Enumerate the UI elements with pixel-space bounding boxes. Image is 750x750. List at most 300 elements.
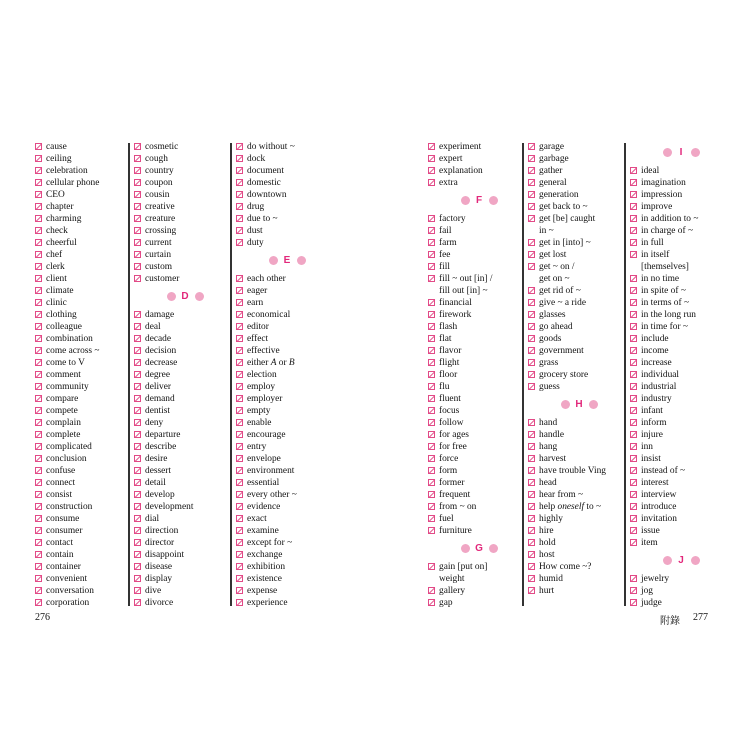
word-entry bbox=[528, 201, 623, 213]
word-column bbox=[236, 141, 331, 609]
checkbox-icon[interactable] bbox=[134, 347, 141, 354]
checkbox-icon[interactable] bbox=[35, 515, 42, 522]
checkbox-icon[interactable] bbox=[528, 359, 535, 366]
checkbox-icon[interactable] bbox=[236, 167, 243, 174]
checkbox-icon[interactable] bbox=[134, 263, 141, 270]
checkbox-icon[interactable] bbox=[428, 275, 435, 282]
checkbox-icon[interactable] bbox=[428, 143, 435, 150]
checkbox-icon[interactable] bbox=[428, 479, 435, 486]
word-entry bbox=[236, 417, 331, 429]
word-text: gain [put on] bbox=[439, 562, 488, 572]
checkbox-icon[interactable] bbox=[630, 479, 637, 486]
word-text: duty bbox=[247, 238, 264, 248]
word-entry bbox=[528, 237, 623, 249]
word-column bbox=[134, 141, 229, 609]
word-entry bbox=[528, 513, 623, 525]
checkbox-icon[interactable] bbox=[236, 491, 243, 498]
checkbox-icon[interactable] bbox=[236, 311, 243, 318]
word-text: in ~ bbox=[539, 226, 554, 236]
checkbox-icon[interactable] bbox=[630, 203, 637, 210]
checkbox-icon[interactable] bbox=[35, 407, 42, 414]
checkbox-icon[interactable] bbox=[35, 335, 42, 342]
word-entry bbox=[528, 453, 623, 465]
checkbox-icon[interactable] bbox=[630, 251, 637, 258]
word-text: gather bbox=[539, 166, 563, 176]
word-text: hang bbox=[539, 442, 558, 452]
word-entry bbox=[35, 321, 130, 333]
word-text: issue bbox=[641, 526, 660, 536]
checkbox-icon[interactable] bbox=[428, 239, 435, 246]
checkbox-icon[interactable] bbox=[236, 419, 243, 426]
checkbox-icon[interactable] bbox=[236, 371, 243, 378]
word-entry bbox=[35, 273, 130, 285]
checkbox-icon[interactable] bbox=[428, 455, 435, 462]
word-text: curtain bbox=[145, 250, 172, 260]
checkbox-icon[interactable] bbox=[428, 431, 435, 438]
checkbox-icon[interactable] bbox=[35, 563, 42, 570]
checkbox-icon[interactable] bbox=[35, 371, 42, 378]
checkbox-icon[interactable] bbox=[630, 323, 637, 330]
checkbox-icon[interactable] bbox=[528, 251, 535, 258]
word-entry bbox=[428, 141, 523, 153]
checkbox-icon[interactable] bbox=[236, 443, 243, 450]
checkbox-icon[interactable] bbox=[528, 287, 535, 294]
checkbox-icon[interactable] bbox=[236, 395, 243, 402]
checkbox-icon[interactable] bbox=[528, 575, 535, 582]
checkbox-icon[interactable] bbox=[134, 527, 141, 534]
checkbox-icon[interactable] bbox=[236, 155, 243, 162]
checkbox-icon[interactable] bbox=[528, 551, 535, 558]
checkbox-icon[interactable] bbox=[236, 191, 243, 198]
checkbox-icon[interactable] bbox=[35, 275, 42, 282]
checkbox-icon[interactable] bbox=[134, 431, 141, 438]
checkbox-icon[interactable] bbox=[134, 215, 141, 222]
checkbox-icon[interactable] bbox=[134, 407, 141, 414]
checkbox-icon[interactable] bbox=[528, 191, 535, 198]
checkbox-icon[interactable] bbox=[528, 491, 535, 498]
checkbox-icon[interactable] bbox=[630, 215, 637, 222]
word-entry bbox=[528, 573, 623, 585]
checkbox-icon[interactable] bbox=[630, 179, 637, 186]
checkbox-icon[interactable] bbox=[528, 299, 535, 306]
checkbox-icon[interactable] bbox=[630, 299, 637, 306]
checkbox-icon[interactable] bbox=[134, 383, 141, 390]
checkbox-icon[interactable] bbox=[630, 515, 637, 522]
checkbox-icon[interactable] bbox=[35, 503, 42, 510]
checkbox-icon[interactable] bbox=[630, 491, 637, 498]
word-entry-continuation bbox=[528, 273, 623, 285]
checkbox-icon[interactable] bbox=[134, 155, 141, 162]
checkbox-icon[interactable] bbox=[428, 443, 435, 450]
word-text: instead of ~ bbox=[641, 466, 686, 476]
checkbox-icon[interactable] bbox=[35, 491, 42, 498]
checkbox-icon[interactable] bbox=[428, 215, 435, 222]
checkbox-icon[interactable] bbox=[236, 347, 243, 354]
word-text: existence bbox=[247, 574, 282, 584]
checkbox-icon[interactable] bbox=[528, 419, 535, 426]
checkbox-icon[interactable] bbox=[35, 263, 42, 270]
word-column bbox=[528, 141, 623, 597]
checkbox-icon[interactable] bbox=[236, 527, 243, 534]
checkbox-icon[interactable] bbox=[528, 443, 535, 450]
checkbox-icon[interactable] bbox=[630, 539, 637, 546]
checkbox-icon[interactable] bbox=[428, 503, 435, 510]
word-entry bbox=[236, 405, 331, 417]
letter-section-header bbox=[428, 537, 523, 561]
checkbox-icon[interactable] bbox=[528, 371, 535, 378]
word-entry bbox=[428, 525, 523, 537]
checkbox-icon[interactable] bbox=[630, 503, 637, 510]
word-entry bbox=[630, 225, 725, 237]
checkbox-icon[interactable] bbox=[35, 587, 42, 594]
checkbox-icon[interactable] bbox=[428, 359, 435, 366]
word-text: infant bbox=[641, 406, 663, 416]
word-text: in the long run bbox=[641, 310, 696, 320]
checkbox-icon[interactable] bbox=[236, 539, 243, 546]
checkbox-icon[interactable] bbox=[134, 479, 141, 486]
checkbox-icon[interactable] bbox=[428, 155, 435, 162]
checkbox-icon[interactable] bbox=[35, 419, 42, 426]
checkbox-icon[interactable] bbox=[35, 143, 42, 150]
checkbox-icon[interactable] bbox=[134, 503, 141, 510]
checkbox-icon[interactable] bbox=[428, 347, 435, 354]
checkbox-icon[interactable] bbox=[428, 263, 435, 270]
checkbox-icon[interactable] bbox=[35, 551, 42, 558]
checkbox-icon[interactable] bbox=[528, 467, 535, 474]
checkbox-icon[interactable] bbox=[630, 383, 637, 390]
checkbox-icon[interactable] bbox=[236, 563, 243, 570]
checkbox-icon[interactable] bbox=[528, 335, 535, 342]
checkbox-icon[interactable] bbox=[35, 299, 42, 306]
checkbox-icon[interactable] bbox=[528, 155, 535, 162]
checkbox-icon[interactable] bbox=[528, 503, 535, 510]
checkbox-icon[interactable] bbox=[630, 275, 637, 282]
checkbox-icon[interactable] bbox=[428, 323, 435, 330]
word-entry bbox=[428, 441, 523, 453]
checkbox-icon[interactable] bbox=[35, 527, 42, 534]
word-entry bbox=[528, 309, 623, 321]
checkbox-icon[interactable] bbox=[134, 419, 141, 426]
checkbox-icon[interactable] bbox=[428, 587, 435, 594]
word-text: container bbox=[46, 562, 81, 572]
checkbox-icon[interactable] bbox=[630, 311, 637, 318]
word-entry bbox=[630, 465, 725, 477]
checkbox-icon[interactable] bbox=[236, 227, 243, 234]
checkbox-icon[interactable] bbox=[428, 167, 435, 174]
checkbox-icon[interactable] bbox=[236, 299, 243, 306]
word-entry bbox=[428, 237, 523, 249]
checkbox-icon[interactable] bbox=[236, 551, 243, 558]
checkbox-icon[interactable] bbox=[528, 323, 535, 330]
checkbox-icon[interactable] bbox=[236, 179, 243, 186]
checkbox-icon[interactable] bbox=[35, 383, 42, 390]
checkbox-icon[interactable] bbox=[134, 587, 141, 594]
checkbox-icon[interactable] bbox=[630, 575, 637, 582]
word-text: expense bbox=[247, 586, 278, 596]
word-text: head bbox=[539, 478, 557, 488]
checkbox-icon[interactable] bbox=[236, 335, 243, 342]
checkbox-icon[interactable] bbox=[35, 323, 42, 330]
checkbox-icon[interactable] bbox=[528, 263, 535, 270]
checkbox-icon[interactable] bbox=[428, 371, 435, 378]
checkbox-icon[interactable] bbox=[35, 347, 42, 354]
checkbox-icon[interactable] bbox=[236, 215, 243, 222]
checkbox-icon[interactable] bbox=[236, 239, 243, 246]
word-column bbox=[630, 141, 725, 609]
word-text: clothing bbox=[46, 310, 77, 320]
checkbox-icon[interactable] bbox=[630, 359, 637, 366]
checkbox-icon[interactable] bbox=[528, 167, 535, 174]
checkbox-icon[interactable] bbox=[35, 251, 42, 258]
word-entry bbox=[630, 333, 725, 345]
word-entry bbox=[428, 429, 523, 441]
checkbox-icon[interactable] bbox=[630, 191, 637, 198]
checkbox-icon[interactable] bbox=[236, 467, 243, 474]
checkbox-icon[interactable] bbox=[134, 251, 141, 258]
checkbox-icon[interactable] bbox=[528, 539, 535, 546]
checkbox-icon[interactable] bbox=[35, 239, 42, 246]
word-text: have trouble Ving bbox=[539, 466, 606, 476]
checkbox-icon[interactable] bbox=[35, 359, 42, 366]
checkbox-icon[interactable] bbox=[630, 347, 637, 354]
checkbox-icon[interactable] bbox=[134, 443, 141, 450]
checkbox-icon[interactable] bbox=[630, 527, 637, 534]
checkbox-icon[interactable] bbox=[528, 239, 535, 246]
word-text: judge bbox=[641, 598, 662, 608]
checkbox-icon[interactable] bbox=[134, 359, 141, 366]
word-entry bbox=[236, 441, 331, 453]
word-text: weight bbox=[439, 574, 465, 584]
word-entry-continuation bbox=[630, 261, 725, 273]
checkbox-icon[interactable] bbox=[528, 179, 535, 186]
checkbox-icon[interactable] bbox=[134, 599, 141, 606]
checkbox-icon[interactable] bbox=[428, 335, 435, 342]
checkbox-icon[interactable] bbox=[236, 383, 243, 390]
checkbox-icon[interactable] bbox=[630, 419, 637, 426]
checkbox-icon[interactable] bbox=[236, 143, 243, 150]
checkbox-icon[interactable] bbox=[236, 599, 243, 606]
checkbox-icon[interactable] bbox=[134, 395, 141, 402]
checkbox-icon[interactable] bbox=[528, 455, 535, 462]
checkbox-icon[interactable] bbox=[428, 515, 435, 522]
word-text: fill ~ out [in] / bbox=[439, 274, 493, 284]
checkbox-icon[interactable] bbox=[630, 587, 637, 594]
checkbox-icon[interactable] bbox=[236, 287, 243, 294]
word-text: hurt bbox=[539, 586, 555, 596]
checkbox-icon[interactable] bbox=[134, 239, 141, 246]
word-text: client bbox=[46, 274, 67, 284]
checkbox-icon[interactable] bbox=[134, 275, 141, 282]
word-text: exchange bbox=[247, 550, 283, 560]
checkbox-icon[interactable] bbox=[134, 227, 141, 234]
checkbox-icon[interactable] bbox=[630, 239, 637, 246]
checkbox-icon[interactable] bbox=[35, 311, 42, 318]
checkbox-icon[interactable] bbox=[428, 419, 435, 426]
checkbox-icon[interactable] bbox=[35, 443, 42, 450]
checkbox-icon[interactable] bbox=[134, 371, 141, 378]
checkbox-icon[interactable] bbox=[428, 251, 435, 258]
checkbox-icon[interactable] bbox=[134, 491, 141, 498]
checkbox-icon[interactable] bbox=[35, 167, 42, 174]
checkbox-icon[interactable] bbox=[528, 215, 535, 222]
checkbox-icon[interactable] bbox=[236, 587, 243, 594]
checkbox-icon[interactable] bbox=[35, 431, 42, 438]
checkbox-icon[interactable] bbox=[35, 215, 42, 222]
word-entry bbox=[528, 525, 623, 537]
checkbox-icon[interactable] bbox=[630, 227, 637, 234]
checkbox-icon[interactable] bbox=[428, 527, 435, 534]
checkbox-icon[interactable] bbox=[528, 527, 535, 534]
checkbox-icon[interactable] bbox=[35, 155, 42, 162]
checkbox-icon[interactable] bbox=[35, 455, 42, 462]
word-text: conclusion bbox=[46, 454, 87, 464]
checkbox-icon[interactable] bbox=[134, 191, 141, 198]
word-entry bbox=[428, 249, 523, 261]
word-entry bbox=[134, 381, 229, 393]
word-entry bbox=[428, 321, 523, 333]
checkbox-icon[interactable] bbox=[134, 467, 141, 474]
checkbox-icon[interactable] bbox=[35, 287, 42, 294]
word-text: check bbox=[46, 226, 68, 236]
checkbox-icon[interactable] bbox=[630, 287, 637, 294]
word-text: due to ~ bbox=[247, 214, 278, 224]
word-entry bbox=[236, 573, 331, 585]
checkbox-icon[interactable] bbox=[236, 575, 243, 582]
checkbox-icon[interactable] bbox=[236, 203, 243, 210]
checkbox-icon[interactable] bbox=[428, 467, 435, 474]
word-entry bbox=[236, 513, 331, 525]
checkbox-icon[interactable] bbox=[428, 383, 435, 390]
word-entry bbox=[630, 453, 725, 465]
checkbox-icon[interactable] bbox=[528, 515, 535, 522]
checkbox-icon[interactable] bbox=[630, 335, 637, 342]
checkbox-icon[interactable] bbox=[528, 311, 535, 318]
word-entry bbox=[35, 369, 130, 381]
checkbox-icon[interactable] bbox=[528, 143, 535, 150]
word-entry bbox=[134, 273, 229, 285]
checkbox-icon[interactable] bbox=[428, 563, 435, 570]
checkbox-icon[interactable] bbox=[630, 443, 637, 450]
checkbox-icon[interactable] bbox=[35, 539, 42, 546]
checkbox-icon[interactable] bbox=[236, 479, 243, 486]
checkbox-icon[interactable] bbox=[35, 479, 42, 486]
checkbox-icon[interactable] bbox=[528, 479, 535, 486]
checkbox-icon[interactable] bbox=[134, 539, 141, 546]
checkbox-icon[interactable] bbox=[134, 143, 141, 150]
checkbox-icon[interactable] bbox=[134, 563, 141, 570]
word-entry bbox=[528, 549, 623, 561]
word-text: dust bbox=[247, 226, 263, 236]
checkbox-icon[interactable] bbox=[35, 395, 42, 402]
checkbox-icon[interactable] bbox=[35, 203, 42, 210]
section-letter: G bbox=[475, 543, 483, 554]
checkbox-icon[interactable] bbox=[134, 167, 141, 174]
checkbox-icon[interactable] bbox=[428, 299, 435, 306]
word-entry bbox=[35, 417, 130, 429]
checkbox-icon[interactable] bbox=[236, 515, 243, 522]
word-entry bbox=[236, 345, 331, 357]
checkbox-icon[interactable] bbox=[528, 383, 535, 390]
checkbox-icon[interactable] bbox=[236, 359, 243, 366]
word-entry bbox=[134, 345, 229, 357]
checkbox-icon[interactable] bbox=[428, 311, 435, 318]
word-entry bbox=[428, 501, 523, 513]
word-text: in time for ~ bbox=[641, 322, 688, 332]
checkbox-icon[interactable] bbox=[134, 311, 141, 318]
word-entry bbox=[236, 561, 331, 573]
checkbox-icon[interactable] bbox=[35, 179, 42, 186]
word-entry bbox=[428, 177, 523, 189]
word-entry bbox=[35, 585, 130, 597]
word-entry bbox=[630, 309, 725, 321]
checkbox-icon[interactable] bbox=[630, 371, 637, 378]
checkbox-icon[interactable] bbox=[528, 347, 535, 354]
checkbox-icon[interactable] bbox=[528, 587, 535, 594]
checkbox-icon[interactable] bbox=[134, 575, 141, 582]
word-entry bbox=[134, 225, 229, 237]
checkbox-icon[interactable] bbox=[134, 515, 141, 522]
checkbox-icon[interactable] bbox=[236, 431, 243, 438]
checkbox-icon[interactable] bbox=[630, 599, 637, 606]
word-entry bbox=[134, 153, 229, 165]
checkbox-icon[interactable] bbox=[630, 167, 637, 174]
checkbox-icon[interactable] bbox=[428, 395, 435, 402]
word-text: every other ~ bbox=[247, 490, 297, 500]
checkbox-icon[interactable] bbox=[236, 503, 243, 510]
checkbox-icon[interactable] bbox=[528, 563, 535, 570]
word-entry bbox=[428, 369, 523, 381]
checkbox-icon[interactable] bbox=[528, 431, 535, 438]
word-text: downtown bbox=[247, 190, 287, 200]
checkbox-icon[interactable] bbox=[35, 191, 42, 198]
checkbox-icon[interactable] bbox=[35, 575, 42, 582]
checkbox-icon[interactable] bbox=[630, 395, 637, 402]
checkbox-icon[interactable] bbox=[134, 551, 141, 558]
checkbox-icon[interactable] bbox=[236, 323, 243, 330]
checkbox-icon[interactable] bbox=[428, 179, 435, 186]
checkbox-icon[interactable] bbox=[134, 323, 141, 330]
checkbox-icon[interactable] bbox=[236, 275, 243, 282]
checkbox-icon[interactable] bbox=[236, 407, 243, 414]
word-entry bbox=[236, 141, 331, 153]
checkbox-icon[interactable] bbox=[428, 599, 435, 606]
section-letter: D bbox=[181, 291, 189, 302]
checkbox-icon[interactable] bbox=[428, 407, 435, 414]
checkbox-icon[interactable] bbox=[35, 227, 42, 234]
checkbox-icon[interactable] bbox=[134, 455, 141, 462]
checkbox-icon[interactable] bbox=[236, 455, 243, 462]
word-entry bbox=[428, 165, 523, 177]
checkbox-icon[interactable] bbox=[630, 407, 637, 414]
checkbox-icon[interactable] bbox=[134, 179, 141, 186]
word-entry bbox=[428, 561, 523, 573]
word-text: garage bbox=[539, 142, 564, 152]
checkbox-icon[interactable] bbox=[428, 227, 435, 234]
word-entry bbox=[630, 165, 725, 177]
checkbox-icon[interactable] bbox=[134, 335, 141, 342]
checkbox-icon[interactable] bbox=[35, 599, 42, 606]
checkbox-icon[interactable] bbox=[630, 455, 637, 462]
checkbox-icon[interactable] bbox=[630, 431, 637, 438]
word-text: crossing bbox=[145, 226, 177, 236]
checkbox-icon[interactable] bbox=[35, 467, 42, 474]
word-text: harvest bbox=[539, 454, 567, 464]
checkbox-icon[interactable] bbox=[630, 467, 637, 474]
checkbox-icon[interactable] bbox=[134, 203, 141, 210]
checkbox-icon[interactable] bbox=[528, 203, 535, 210]
word-text: come to V bbox=[46, 358, 85, 368]
checkbox-icon[interactable] bbox=[428, 491, 435, 498]
